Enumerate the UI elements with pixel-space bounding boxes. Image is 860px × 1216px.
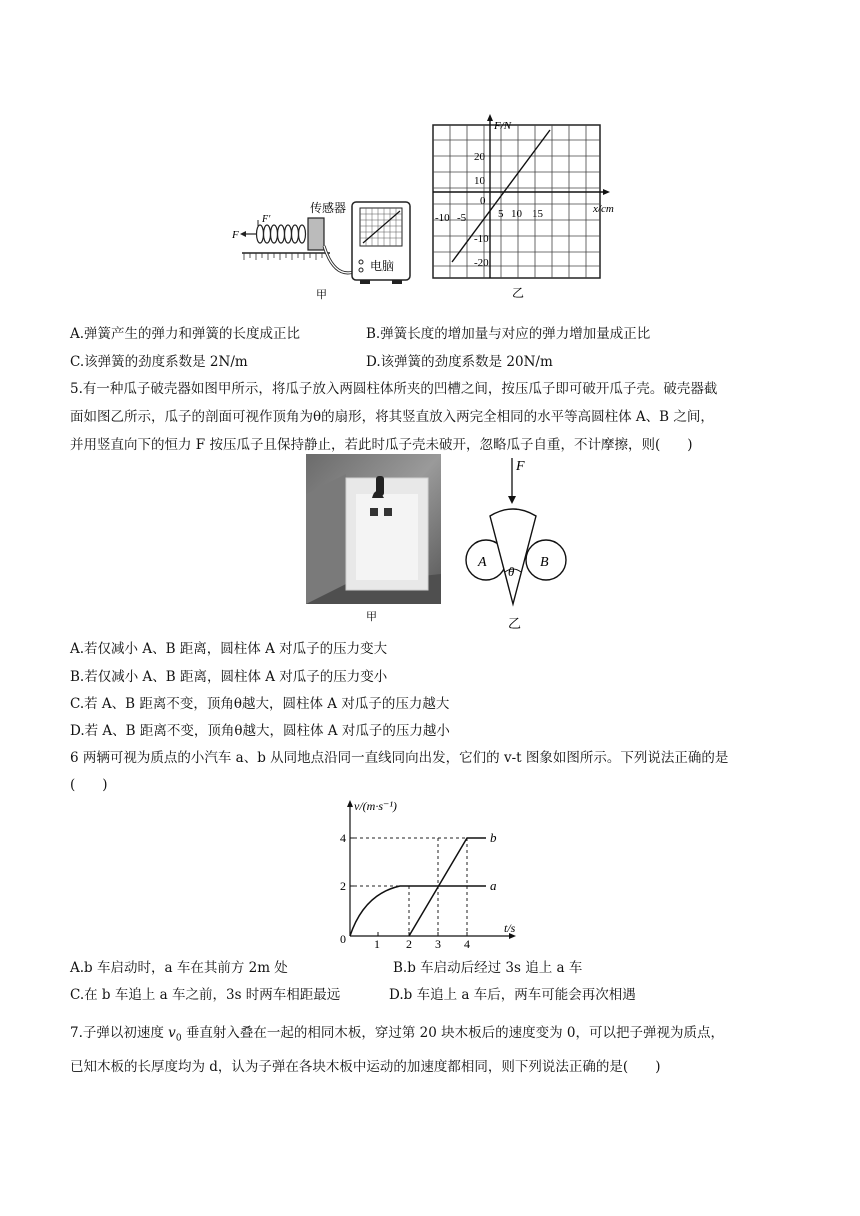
vt-x-tick-4: 4 xyxy=(464,937,470,951)
seed-cracker-figure xyxy=(306,454,576,632)
q5-stem-line2: 面如图乙所示，瓜子的剖面可视作顶角为θ的扇形，将其竖直放入两完全相同的水平等高圆柱体 A、B 之间， xyxy=(70,409,714,425)
vt-x-tick-2: 2 xyxy=(406,937,412,951)
q5-stem-line3: 并用竖直向下的恒力 F 按压瓜子且保持静止，若此时瓜子壳未破开，忽略瓜子自重，不计摩擦，则( ) xyxy=(70,437,693,453)
computer-label: 电脑 xyxy=(370,259,395,273)
q4-option-a: A.弹簧产生的弹力和弹簧的长度成正比 xyxy=(70,326,301,342)
q6-option-a: A.b 车启动时，a 车在其前方 2m 处 xyxy=(70,960,288,976)
vt-x-tick-1: 1 xyxy=(374,937,380,951)
figure1-caption-right: 乙 xyxy=(512,286,525,300)
fx-graph xyxy=(433,114,614,278)
vt-series-b-line xyxy=(409,838,486,936)
vt-y-axis-label: v/(m·s⁻¹) xyxy=(354,799,397,813)
vt-series-a-line xyxy=(350,886,486,936)
q7-v0-symbol: v xyxy=(168,1025,176,1041)
q5-option-c: C.若 A、B 距离不变，顶角θ越大，圆柱体 A 对瓜子的压力越大 xyxy=(70,696,450,712)
vt-graph xyxy=(330,796,530,952)
q5-stem-line1: 5.有一种瓜子破壳器如图甲所示，将瓜子放入两圆柱体所夹的凹槽之间，按压瓜子即可破开瓜子壳。破壳器截 xyxy=(70,381,718,397)
spring-sensor-figure xyxy=(230,100,620,305)
q4-option-c: C.该弹簧的劲度系数是 2N/m xyxy=(70,354,248,370)
fx-y-tick-neg20: -20 xyxy=(474,257,489,269)
fx-y-tick-20: 20 xyxy=(474,151,485,163)
vt-series-a-label: a xyxy=(490,878,497,893)
fx-x-axis-label: x/cm xyxy=(593,203,614,215)
sensor-label: 传感器 xyxy=(310,201,347,215)
q5-option-d: D.若 A、B 距离不变，顶角θ越大，圆柱体 A 对瓜子的压力越小 xyxy=(70,723,450,739)
q5-figure-theta: θ xyxy=(508,564,515,579)
q4-option-d: D.该弹簧的劲度系数是 20N/m xyxy=(366,354,553,370)
fx-y-tick-10: 10 xyxy=(474,175,485,187)
q5-figure-A: A xyxy=(478,555,487,570)
figure1-caption-left: 甲 xyxy=(316,289,327,301)
q6-option-c: C.在 b 车追上 a 车之前，3s 时两车相距最远 xyxy=(70,987,341,1003)
q6-stem-line1: 6 两辆可视为质点的小汽车 a、b 从同地点沿同一直线同向出发，它们的 v-t 图象如图所示。下列说法正确的是 xyxy=(70,750,729,766)
q7-stem-line1-pre: 7.子弹以初速度 xyxy=(70,1025,169,1041)
spring-coils xyxy=(257,225,306,243)
fx-y-tick-0: 0 xyxy=(480,195,486,207)
sensor-block xyxy=(308,218,324,250)
seed-cracker-drawing xyxy=(306,454,576,632)
q5-figure-caption-right: 乙 xyxy=(508,616,522,631)
vt-x-axis-label: t/s xyxy=(504,921,516,935)
vt-graph-drawing xyxy=(330,796,530,952)
vt-origin-label: 0 xyxy=(340,932,346,946)
q6-option-d: D.b 车追上 a 车后，两车可能会再次相遇 xyxy=(389,987,636,1003)
q7-v0-subscript: 0 xyxy=(175,1033,182,1044)
force-Fprime-label: F′ xyxy=(262,214,271,225)
cross-section-diagram xyxy=(466,458,566,631)
q5-figure-caption-left: 甲 xyxy=(366,611,377,623)
q5-figure-B: B xyxy=(540,555,549,570)
q5-option-a: A.若仅减小 A、B 距离，圆柱体 A 对瓜子的压力变大 xyxy=(70,641,388,657)
fx-x-tick-neg5: -5 xyxy=(457,212,467,224)
vt-y-tick-4: 4 xyxy=(340,831,346,845)
vt-y-tick-2: 2 xyxy=(340,879,346,893)
fx-x-tick-neg10: -10 xyxy=(435,212,450,224)
q7-stem-line1-post: 垂直射入叠在一起的相同木板，穿过第 20 块木板后的速度变为 0，可以把子弹视为质点， xyxy=(181,1025,724,1041)
seed-sector xyxy=(490,509,536,604)
spring-sensor-drawing xyxy=(230,100,620,305)
vt-x-tick-3: 3 xyxy=(435,937,441,951)
q6-stem-line2: ( ) xyxy=(70,777,108,793)
q6-option-b: B.b 车启动后经过 3s 追上 a 车 xyxy=(393,960,583,976)
q4-option-b: B.弹簧长度的增加量与对应的弹力增加量成正比 xyxy=(366,326,651,342)
q7-stem-line1 xyxy=(70,1024,724,1048)
fx-y-tick-neg10: -10 xyxy=(474,233,489,245)
fx-x-tick-10: 10 xyxy=(511,208,522,220)
fx-x-tick-15: 15 xyxy=(532,208,543,220)
q5-figure-F: F xyxy=(516,459,525,474)
fx-x-tick-5: 5 xyxy=(498,208,504,220)
force-F-label: F xyxy=(232,229,239,241)
q5-option-b: B.若仅减小 A、B 距离，圆柱体 A 对瓜子的压力变小 xyxy=(70,669,388,685)
vt-series-b-label: b xyxy=(490,830,497,845)
q7-stem-line2: 已知木板的长厚度均为 d，认为子弹在各块木板中运动的加速度都相同，则下列说法正确的是( ) xyxy=(70,1059,661,1075)
fx-y-axis-label: F/N xyxy=(494,120,512,132)
